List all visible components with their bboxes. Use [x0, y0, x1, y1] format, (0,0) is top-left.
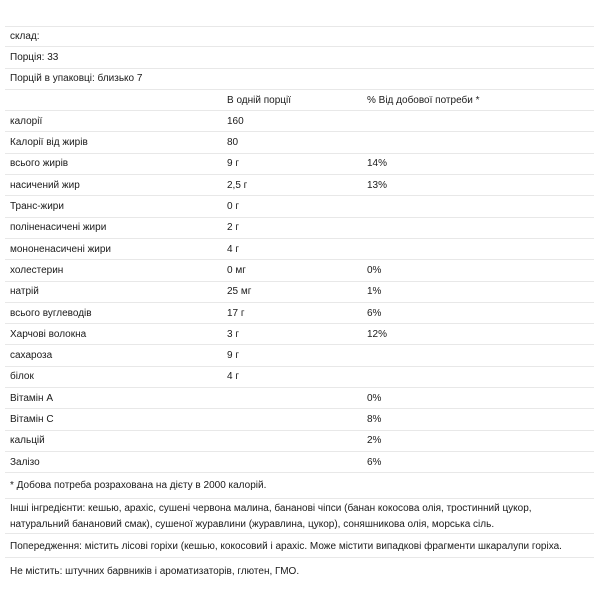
- nutrient-daily-value: 1%: [367, 286, 382, 298]
- nutrient-amount: 2 г: [227, 222, 239, 234]
- nutrient-name: поліненасичені жири: [10, 222, 107, 234]
- serving-label: Порція: 33: [10, 51, 59, 63]
- composition-label: склад:: [10, 31, 40, 43]
- free-from-note: [5, 558, 594, 580]
- nutrient-name: Залізо: [10, 456, 40, 468]
- ingredients-text-line2: натуральний банановий смак), сушеної журавлини (журавлина, цукор), соняшникова олія, морська сіль.: [10, 519, 495, 530]
- composition-row: [5, 26, 594, 47]
- nutrient-amount: 0 мг: [227, 264, 246, 276]
- nutrient-daily-value: 6%: [367, 307, 382, 319]
- table-row: [5, 303, 594, 324]
- table-row: [5, 196, 594, 217]
- nutrient-amount: 4 г: [227, 243, 239, 255]
- servings-per-pack-row: [5, 69, 594, 90]
- nutrient-name: всього жирів: [10, 158, 69, 170]
- daily-basis-text: * Добова потреба розрахована на дієту в 2000 калорій.: [10, 480, 267, 491]
- table-row: [5, 239, 594, 260]
- table-row: [5, 154, 594, 175]
- nutrient-name: Калорії від жирів: [10, 137, 88, 149]
- nutrient-daily-value: 12%: [367, 328, 388, 340]
- nutrient-name: мононенасичені жири: [10, 243, 111, 255]
- nutrient-name: калорії: [10, 115, 43, 127]
- nutrient-amount: 25 мг: [227, 286, 252, 298]
- ingredients-text-line1: Інші інгредієнти: кешью, арахіс, сушені червона малина, бананові чіпси (банан кокосова олія, тростинний цукор,: [10, 503, 532, 514]
- nutrient-daily-value: 8%: [367, 413, 382, 425]
- free-from-text: Не містить: штучних барвників і ароматизаторів, глютен, ГМО.: [10, 566, 300, 577]
- table-row: [5, 452, 594, 473]
- serving-row: [5, 47, 594, 68]
- nutrient-daily-value: 13%: [367, 179, 388, 191]
- nutrient-amount: 9 г: [227, 350, 239, 362]
- table-row: [5, 388, 594, 409]
- nutrient-name: сахароза: [10, 350, 53, 362]
- nutrient-amount: 160: [227, 115, 244, 127]
- table-row: [5, 324, 594, 345]
- table-row: [5, 175, 594, 196]
- nutrient-amount: 17 г: [227, 307, 245, 319]
- table-row: [5, 345, 594, 366]
- nutrient-name: білок: [10, 371, 34, 383]
- warning-text: Попередження: містить лісові горіхи (кешью, кокосовий і арахіс. Може містити випадкові фрагменти шкаралупи горіха.: [10, 541, 562, 552]
- nutrient-amount: 3 г: [227, 328, 239, 340]
- nutrient-name: Транс-жири: [10, 201, 64, 213]
- nutrient-amount: 2,5 г: [227, 179, 248, 191]
- warning-note: [5, 534, 594, 558]
- nutrient-name: холестерин: [10, 264, 64, 276]
- column-header-daily-value: % Від добової потреби *: [367, 94, 480, 106]
- table-row: [5, 282, 594, 303]
- nutrient-name: кальцій: [10, 435, 45, 447]
- nutrient-name: Вітамін А: [10, 392, 53, 404]
- table-row: [5, 409, 594, 430]
- nutrient-daily-value: 0%: [367, 392, 382, 404]
- nutrient-amount: 80: [227, 137, 239, 149]
- nutrient-amount: 9 г: [227, 158, 239, 170]
- nutrient-daily-value: 0%: [367, 264, 382, 276]
- nutrition-table: [5, 26, 594, 473]
- nutrient-name: Харчові волокна: [10, 328, 87, 340]
- notes-section: [5, 474, 594, 580]
- nutrient-daily-value: 2%: [367, 435, 382, 447]
- column-header-per-serving: В одній порції: [227, 94, 291, 106]
- nutrient-amount: 4 г: [227, 371, 239, 383]
- column-header-row: [5, 90, 594, 111]
- nutrient-name: всього вуглеводів: [10, 307, 92, 319]
- daily-basis-note: [5, 474, 594, 499]
- table-row: [5, 111, 594, 132]
- nutrient-name: натрій: [10, 286, 39, 298]
- table-row: [5, 367, 594, 388]
- nutrient-daily-value: 6%: [367, 456, 382, 468]
- nutrient-daily-value: 14%: [367, 158, 388, 170]
- nutrient-amount: 0 г: [227, 201, 239, 213]
- nutrient-name: насичений жир: [10, 179, 80, 191]
- servings-per-pack-label: Порцій в упаковці: близько 7: [10, 73, 143, 85]
- table-row: [5, 260, 594, 281]
- ingredients-note: [5, 499, 594, 534]
- nutrient-name: Вітамін С: [10, 413, 54, 425]
- table-row: [5, 431, 594, 452]
- table-row: [5, 218, 594, 239]
- table-row: [5, 132, 594, 153]
